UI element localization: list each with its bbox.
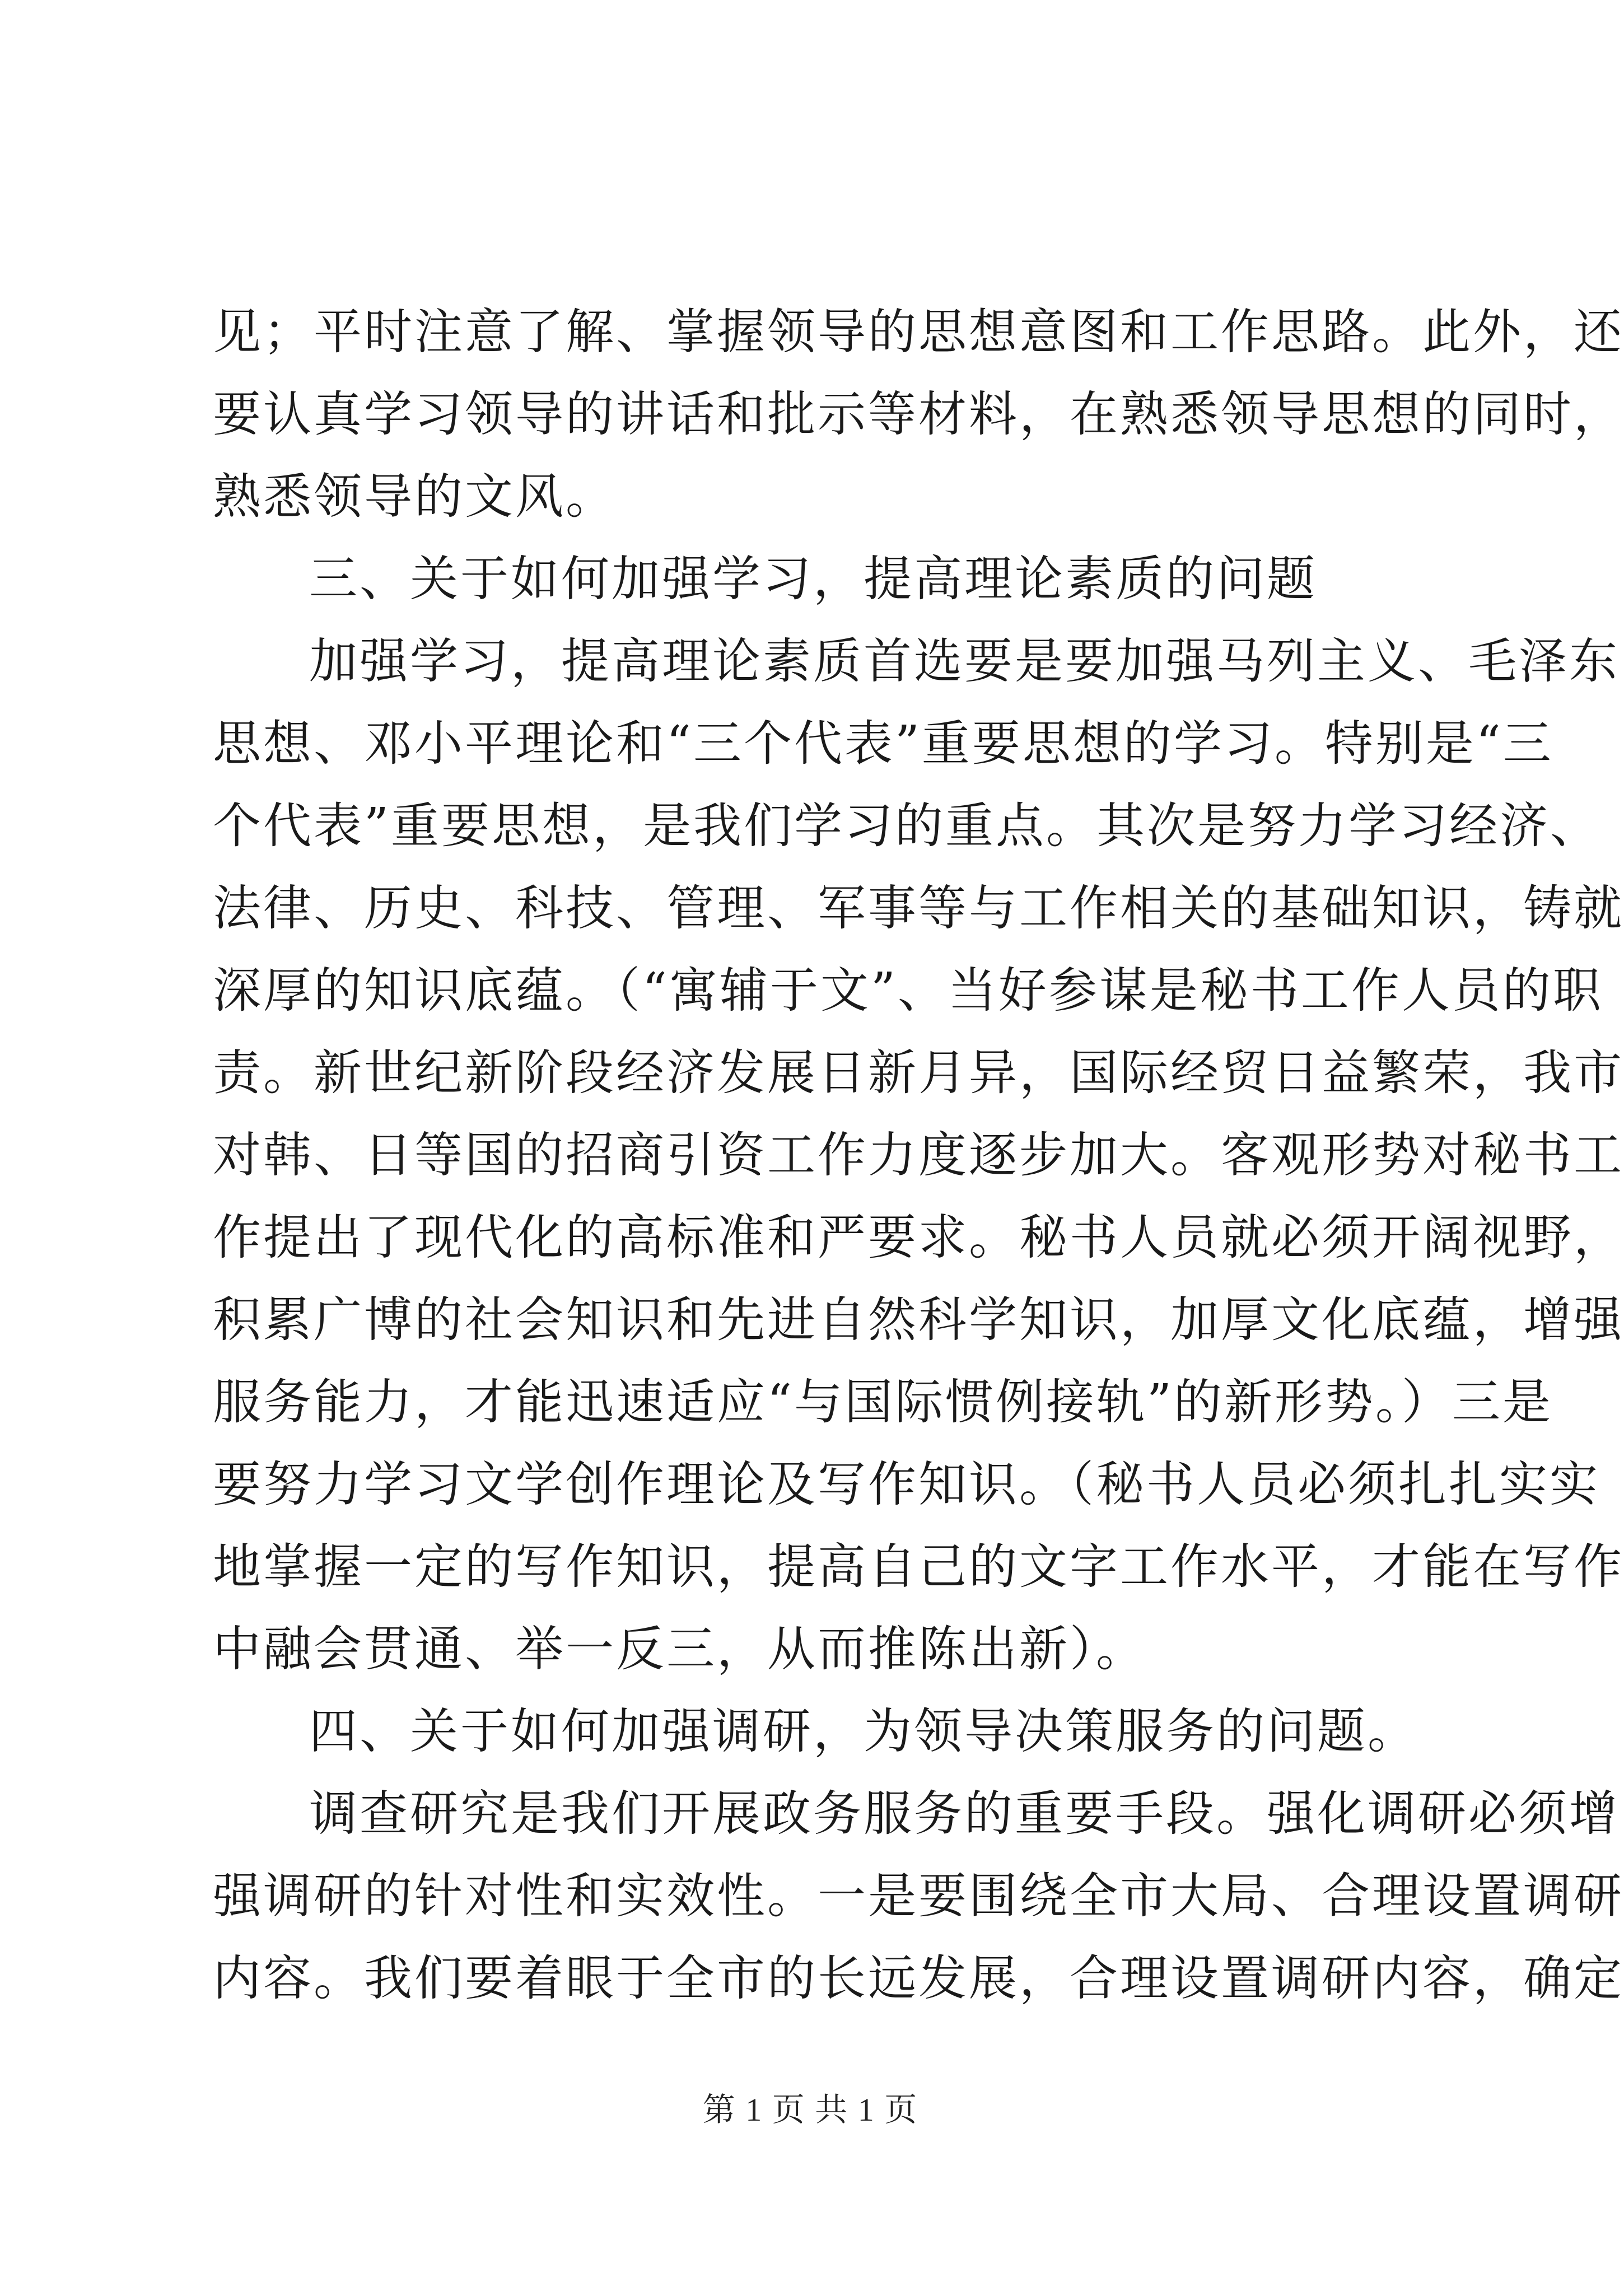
text-line: 责。新世纪新阶段经济发展日新月异，国际经贸日益繁荣，我市 xyxy=(213,1045,1624,1101)
text-line: 三、关于如何加强学习，提高理论素质的问题 xyxy=(309,551,1317,607)
text-line: 积累广博的社会知识和先进自然科学知识，加厚文化底蕴，增强 xyxy=(213,1292,1624,1348)
text-line: 要认真学习领导的讲话和批示等材料，在熟悉领导思想的同时， xyxy=(213,386,1624,442)
text-line: 地掌握一定的写作知识，提高自己的文字工作水平，才能在写作 xyxy=(213,1539,1624,1595)
text-line: 作提出了现代化的高标准和严要求。秘书人员就必须开阔视野， xyxy=(213,1210,1624,1266)
text-line: 要努力学习文学创作理论及写作知识。（秘书人员必须扎扎实实 xyxy=(213,1457,1600,1513)
text-line: 个代表”重要思想，是我们学习的重点。其次是努力学习经济、 xyxy=(213,798,1600,854)
document-body xyxy=(213,291,1624,2020)
text-line: 调查研究是我们开展政务服务的重要手段。强化调研必须增 xyxy=(309,1786,1620,1842)
text-line: 对韩、日等国的招商引资工作力度逐步加大。客观形势对秘书工 xyxy=(213,1127,1624,1183)
text-line: 深厚的知识底蕴。（“寓辅于文”、当好参谋是秘书工作人员的职 xyxy=(213,963,1603,1019)
text-line: 服务能力，才能迅速适应“与国际惯例接轨”的新形势。）三是 xyxy=(213,1374,1553,1430)
text-line: 思想、邓小平理论和“三个代表”重要思想的学习。特别是“三 xyxy=(213,716,1553,772)
text-line: 内容。我们要着眼于全市的长远发展，合理设置调研内容，确定 xyxy=(213,1950,1624,2006)
text-line: 强调研的针对性和实效性。一是要围绕全市大局、合理设置调研 xyxy=(213,1868,1624,1924)
text-line: 四、关于如何加强调研，为领导决策服务的问题。 xyxy=(309,1703,1418,1759)
text-line: 熟悉领导的文风。 xyxy=(213,469,616,525)
text-line: 见；平时注意了解、掌握领导的思想意图和工作思路。此外，还 xyxy=(213,304,1624,360)
text-line: 加强学习，提高理论素质首选要是要加强马列主义、毛泽东 xyxy=(309,633,1620,689)
text-line: 中融会贯通、举一反三，从而推陈出新）。 xyxy=(213,1621,1146,1677)
page-footer: 第 1 页 共 1 页 xyxy=(702,2092,918,2128)
text-line: 法律、历史、科技、管理、军事等与工作相关的基础知识，铸就 xyxy=(213,880,1624,936)
